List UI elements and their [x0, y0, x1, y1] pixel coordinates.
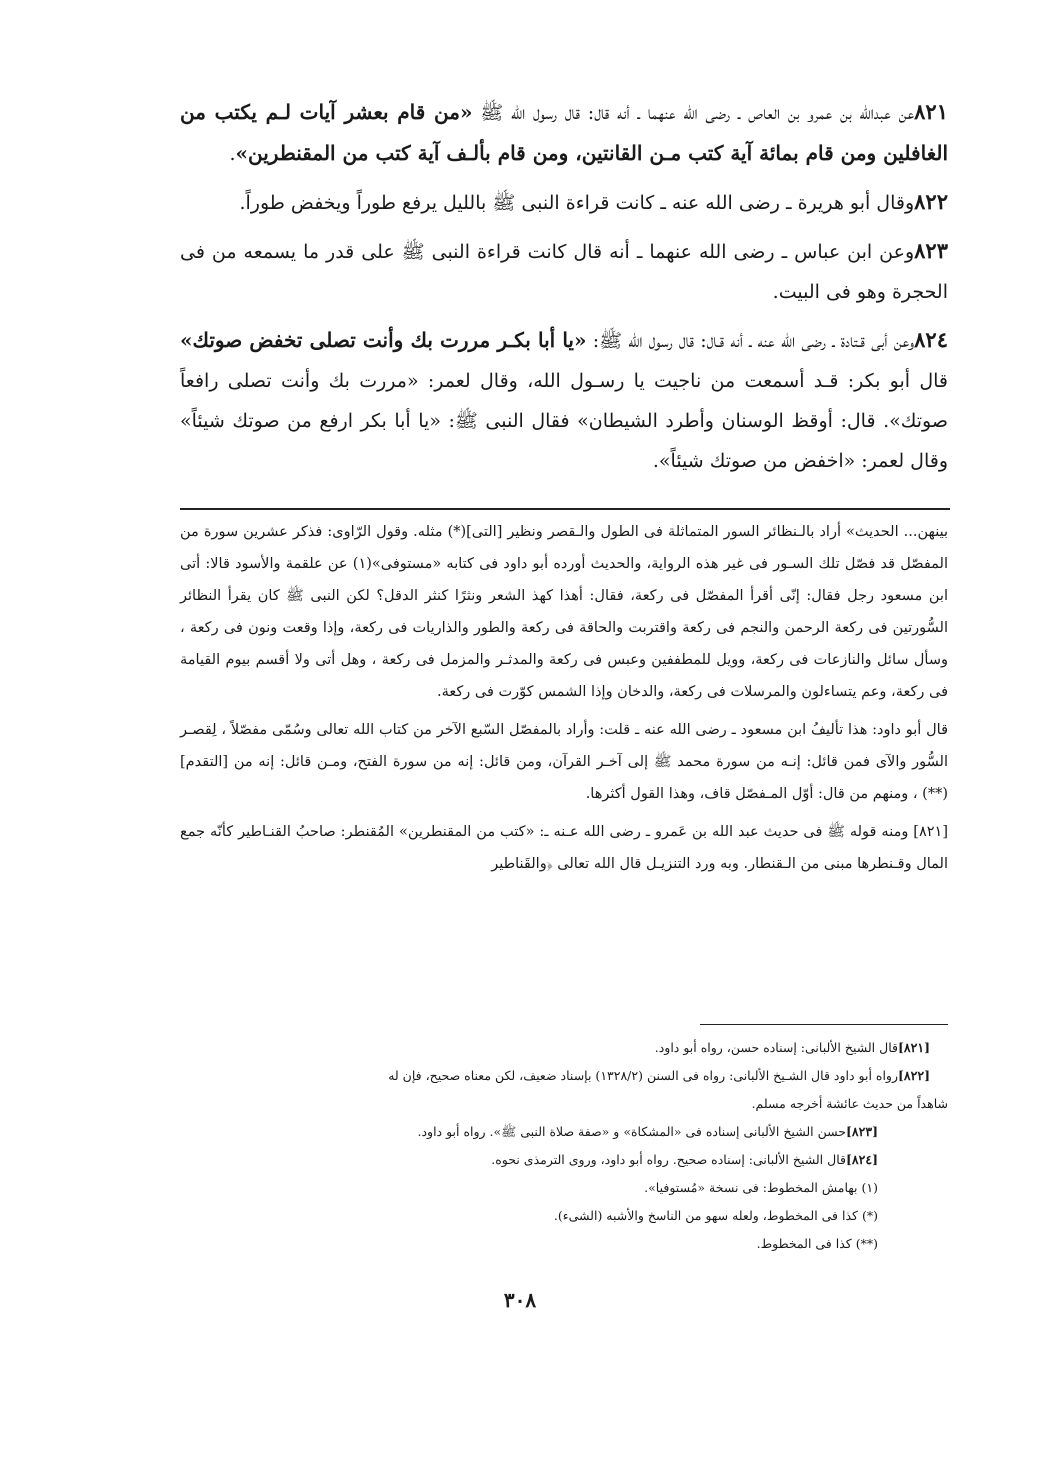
hadith-823 [180, 231, 948, 312]
hadith-text: وعن أبى قـتادة ـ رضى الله عنه ـ أنه قـال: قال رسول الله ﷺ: [586, 330, 915, 352]
commentary-paragraph: قال أبو داود: هذا تأليفُ ابن مسعود ـ رضى الله عنه ـ قلت: وأراد بالمفصّل السّبع الآخر من كتاب الله تعالى وسُمّى مفصّلاً ، لِقصـر السُّور والآى فمن قائل: إنـه من سورة محمد ﷺ إلى آخـر القرآن، ومن قائل: إنه من سورة الفتح، ومـن قائل: إنه من [التقدم](**) ، ومنهم من قال: أوّل المـفصّل قاف، وهذا القول أكثرها. [180, 722, 948, 802]
footnote-text: شاهداً من حديث عائشة أخرجه مسلم. [751, 1096, 948, 1111]
hadith-number: ٨٢٤ [914, 327, 948, 352]
footnote [180, 1174, 948, 1202]
footnote-text: كذا فى المخطوط، ولعله سهو من الناسخ والأشبه (الشىء). [553, 1208, 858, 1223]
commentary-section [180, 516, 948, 886]
hadith-number: ٨٢١ [914, 99, 948, 124]
footnote-text: رواه أبو داود قال الشـيخ الألبانى: رواه فى السنن (١٣٢٨/٢) بإسناد ضعيف، لكن معناه صحيح، فإن له [388, 1068, 898, 1083]
footnote [180, 1034, 948, 1062]
commentary-paragraph: بينهن... الحديث» أراد بالـنظائر السور المتماثلة فى الطول والـقصر ونظير [التى](*) مثله. وقول الرّاوى: فذكر عشرين سورة من المفصّل قد فصّل تلك السـور فى غير هذه الرواية، والحديث أورده أبو داود فى كتابه «مستوفى»(١) عن علقمة والأسود قالا: أتى ابن مسعود رجل فقال: إنّى أقرأ المفصّل فى ركعة، فقال: أهذا كهذ الشعر ونثرًا كنثر الدقل؟ لكن النبى ﷺ كان يقرأ النظائر السُّورتين فى ركعة الرحمن والنجم فى ركعة واقتربت والحاقة فى ركعة والطور والذاريات فى ركعة، وإذا وقعت ونون فى ركعة ، وسأل سائل والنازعات فى ركعة، وويل للمطففين وعبس فى ركعة والمدثـر والمزمل فى ركعة ، وهل أتى ولا أقسم بيوم القيامة فى ركعة، وعم يتساءلون والمرسلات فى ركعة، والدخان وإذا الشمس كوّرت فى ركعة. [180, 524, 949, 700]
footnote-text: حسن الشيخ الألبانى إسناده فى «المشكاة» و «صفة صلاة النبى ﷺ». رواه أبو داود. [417, 1124, 846, 1139]
page-number: ٣٠٨ [503, 1288, 537, 1312]
hadith-tail: قال أبو بكر: قـد أسمعت من ناجيت يا رسـول الله، وقال لعمر: «مررت بك وأنت تصلى رافعاً صوتك». قال: أوقظ الوسنان وأطرد الشيطان» فقال النبى ﷺ: «يا أبا بكر ارفع من صوتك شيئاً» وقال لعمر: «اخفض من صوتك شيئاً». [180, 370, 948, 472]
hadith-text: عن عبدالله بن عمرو بن العاص ـ رضى الله عنهما ـ أنه قال: قال رسول الله ﷺ [472, 102, 915, 124]
hadith-tail: . [229, 143, 236, 165]
footnote [180, 1062, 948, 1090]
hadith-quote: «من قام بعشر آيات لـم يكتب من الغافلين ومن قام بمائة آية كتب مـن القانتين، ومن قام بألـف آية كتب من المقنطرين» [180, 100, 948, 165]
hadith-text: وقال أبو هريرة ـ رضى الله عنه ـ كانت قراءة النبى ﷺ بالليل يرفع طوراً ويخفض طوراً. [239, 192, 915, 214]
footnote-ref: [٨٢٢] [898, 1068, 930, 1083]
footnote-ref: (**) [855, 1236, 878, 1251]
footnote-text: كذا فى المخطوط. [756, 1236, 852, 1251]
footnote-ref: [٨٢٤] [846, 1152, 878, 1167]
hadith-822 [180, 182, 948, 223]
footnote [180, 1118, 948, 1146]
hadith-section [180, 92, 948, 489]
footnote-text: قال الشيخ الألبانى: إسناده حسن، رواه أبو داود. [654, 1040, 898, 1055]
footnote [180, 1230, 948, 1258]
hadith-number: ٨٢٣ [914, 238, 948, 263]
footnote-ref: (١) [861, 1180, 878, 1195]
footnote-ref: (*) [861, 1208, 878, 1223]
hadith-quote: «يا أبا بكـر مررت بك وأنت تصلى تخفض صوتك» [180, 328, 587, 352]
hadith-824 [180, 320, 948, 481]
footnote-text: بهامش المخطوط: فى نسخة «مُستوفيا». [644, 1180, 858, 1195]
section-divider [180, 508, 950, 510]
hadith-821 [180, 92, 948, 174]
hadith-number: ٨٢٢ [914, 189, 948, 214]
footnote [180, 1146, 948, 1174]
footnote-ref: [٨٢١] [898, 1040, 930, 1055]
footnote [180, 1202, 948, 1230]
footnote-ref: [٨٢٣] [846, 1124, 878, 1139]
footnote-continuation [180, 1090, 948, 1118]
commentary-paragraph: [٨٢١] ومنه قوله ﷺ فى حديث عبد الله بن عَمرو ـ رضى الله عـنه ـ: «كتب من المقنطرين» المُقنطر: صاحبُ القنـاطير كأنّه جمع المال وقـنطرها مبنى من الـقنطار. وبه ورد التنزيـل قال الله تعالى ﴿والقَناطير [180, 824, 948, 872]
footnotes-section [180, 1034, 948, 1258]
footnote-text: قال الشيخ الألبانى: إسناده صحيح. رواه أبو داود، وروى الترمذى نحوه. [491, 1152, 846, 1167]
footnote-divider [700, 1024, 948, 1025]
hadith-text: وعن ابن عباس ـ رضى الله عنهما ـ أنه قال كانت قراءة النبى ﷺ على قدر ما يسمعه من فى الحجرة وهو فى البيت. [180, 241, 948, 303]
